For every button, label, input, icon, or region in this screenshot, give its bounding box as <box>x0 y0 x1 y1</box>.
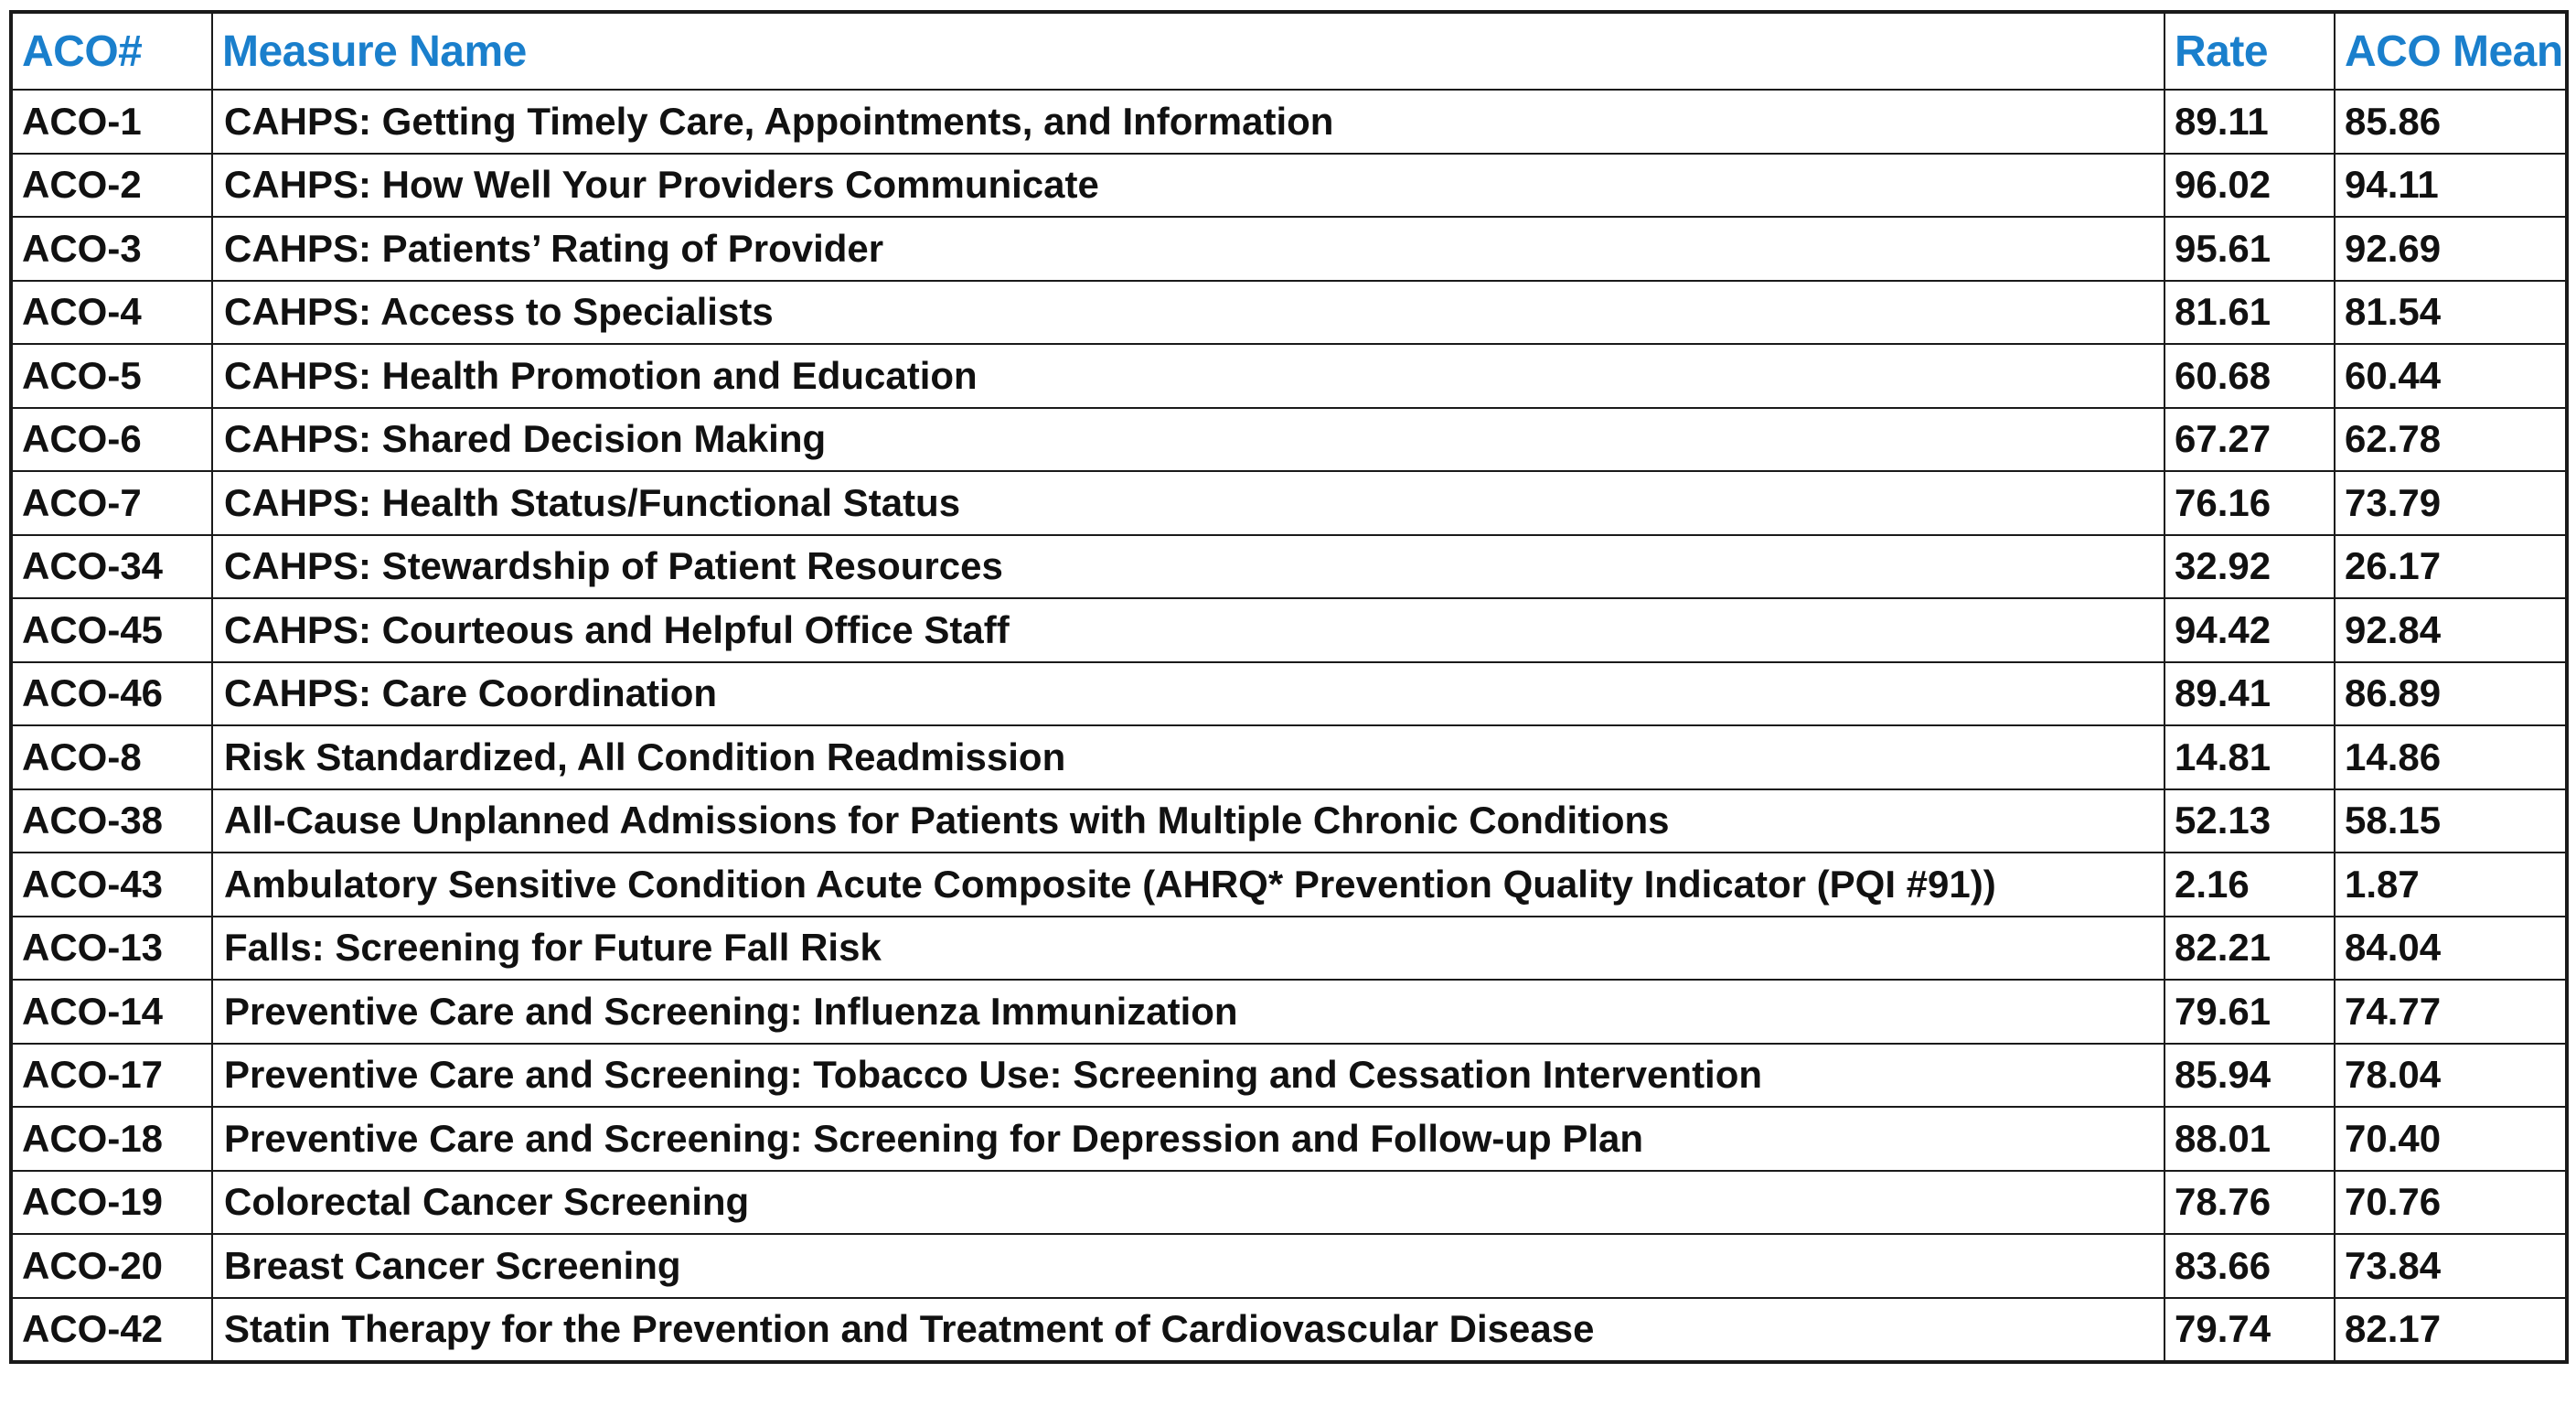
cell-measure-name: Preventive Care and Screening: Influenza Immunization <box>212 980 2164 1044</box>
cell-aco-mean: 85.86 <box>2335 90 2567 154</box>
table-row <box>11 154 2567 218</box>
table-row <box>11 535 2567 599</box>
cell-aco-id: ACO-13 <box>11 917 212 981</box>
cell-measure-name: CAHPS: Getting Timely Care, Appointments, and Information <box>212 90 2164 154</box>
table-body <box>11 90 2567 1362</box>
table-row <box>11 1107 2567 1171</box>
cell-rate: 67.27 <box>2164 408 2335 472</box>
cell-measure-name: CAHPS: Access to Specialists <box>212 281 2164 345</box>
cell-rate: 79.61 <box>2164 980 2335 1044</box>
cell-aco-mean: 92.84 <box>2335 598 2567 662</box>
table-row <box>11 725 2567 789</box>
cell-aco-id: ACO-42 <box>11 1298 212 1363</box>
cell-aco-id: ACO-34 <box>11 535 212 599</box>
cell-rate: 2.16 <box>2164 853 2335 917</box>
cell-rate: 52.13 <box>2164 789 2335 853</box>
cell-aco-mean: 58.15 <box>2335 789 2567 853</box>
table-row <box>11 408 2567 472</box>
table-row <box>11 662 2567 726</box>
table-row <box>11 980 2567 1044</box>
header-aco-mean: ACO Mean <box>2335 12 2567 90</box>
cell-aco-mean: 26.17 <box>2335 535 2567 599</box>
cell-rate: 85.94 <box>2164 1044 2335 1108</box>
cell-rate: 14.81 <box>2164 725 2335 789</box>
cell-aco-mean: 73.79 <box>2335 471 2567 535</box>
table-row <box>11 789 2567 853</box>
cell-rate: 79.74 <box>2164 1298 2335 1363</box>
table-row <box>11 1298 2567 1363</box>
cell-aco-id: ACO-43 <box>11 853 212 917</box>
cell-measure-name: CAHPS: How Well Your Providers Communicate <box>212 154 2164 218</box>
cell-aco-mean: 62.78 <box>2335 408 2567 472</box>
cell-aco-mean: 60.44 <box>2335 344 2567 408</box>
header-aco-id: ACO# <box>11 12 212 90</box>
cell-rate: 32.92 <box>2164 535 2335 599</box>
cell-aco-mean: 82.17 <box>2335 1298 2567 1363</box>
table-row <box>11 853 2567 917</box>
cell-aco-id: ACO-45 <box>11 598 212 662</box>
cell-measure-name: CAHPS: Health Promotion and Education <box>212 344 2164 408</box>
table-row <box>11 917 2567 981</box>
cell-rate: 78.76 <box>2164 1171 2335 1235</box>
cell-aco-id: ACO-2 <box>11 154 212 218</box>
table-row <box>11 217 2567 281</box>
cell-aco-id: ACO-38 <box>11 789 212 853</box>
table-row <box>11 1234 2567 1298</box>
cell-measure-name: Ambulatory Sensitive Condition Acute Composite (AHRQ* Prevention Quality Indicator (PQI #91)) <box>212 853 2164 917</box>
cell-measure-name: Breast Cancer Screening <box>212 1234 2164 1298</box>
cell-measure-name: All-Cause Unplanned Admissions for Patients with Multiple Chronic Conditions <box>212 789 2164 853</box>
cell-aco-id: ACO-6 <box>11 408 212 472</box>
cell-measure-name: CAHPS: Health Status/Functional Status <box>212 471 2164 535</box>
cell-rate: 82.21 <box>2164 917 2335 981</box>
cell-rate: 89.41 <box>2164 662 2335 726</box>
cell-rate: 95.61 <box>2164 217 2335 281</box>
cell-aco-id: ACO-19 <box>11 1171 212 1235</box>
table-row <box>11 598 2567 662</box>
cell-measure-name: CAHPS: Courteous and Helpful Office Staff <box>212 598 2164 662</box>
table-row <box>11 1044 2567 1108</box>
cell-aco-id: ACO-3 <box>11 217 212 281</box>
cell-rate: 60.68 <box>2164 344 2335 408</box>
cell-measure-name: Falls: Screening for Future Fall Risk <box>212 917 2164 981</box>
table-header-row <box>11 12 2567 90</box>
cell-aco-id: ACO-17 <box>11 1044 212 1108</box>
cell-measure-name: CAHPS: Stewardship of Patient Resources <box>212 535 2164 599</box>
cell-aco-id: ACO-46 <box>11 662 212 726</box>
table-row <box>11 1171 2567 1235</box>
header-measure-name: Measure Name <box>212 12 2164 90</box>
table-row <box>11 471 2567 535</box>
cell-rate: 96.02 <box>2164 154 2335 218</box>
cell-measure-name: Preventive Care and Screening: Screening for Depression and Follow-up Plan <box>212 1107 2164 1171</box>
table-row <box>11 281 2567 345</box>
cell-rate: 88.01 <box>2164 1107 2335 1171</box>
cell-rate: 81.61 <box>2164 281 2335 345</box>
cell-aco-id: ACO-18 <box>11 1107 212 1171</box>
cell-aco-id: ACO-7 <box>11 471 212 535</box>
cell-measure-name: Risk Standardized, All Condition Readmission <box>212 725 2164 789</box>
cell-measure-name: CAHPS: Care Coordination <box>212 662 2164 726</box>
cell-rate: 94.42 <box>2164 598 2335 662</box>
cell-aco-mean: 74.77 <box>2335 980 2567 1044</box>
cell-aco-mean: 94.11 <box>2335 154 2567 218</box>
cell-aco-id: ACO-5 <box>11 344 212 408</box>
cell-measure-name: CAHPS: Patients’ Rating of Provider <box>212 217 2164 281</box>
cell-aco-id: ACO-1 <box>11 90 212 154</box>
cell-measure-name: Colorectal Cancer Screening <box>212 1171 2164 1235</box>
cell-aco-mean: 84.04 <box>2335 917 2567 981</box>
cell-measure-name: Preventive Care and Screening: Tobacco Use: Screening and Cessation Intervention <box>212 1044 2164 1108</box>
cell-aco-mean: 81.54 <box>2335 281 2567 345</box>
cell-rate: 83.66 <box>2164 1234 2335 1298</box>
cell-aco-id: ACO-14 <box>11 980 212 1044</box>
cell-aco-mean: 14.86 <box>2335 725 2567 789</box>
cell-aco-mean: 92.69 <box>2335 217 2567 281</box>
table-row <box>11 90 2567 154</box>
cell-aco-mean: 70.76 <box>2335 1171 2567 1235</box>
cell-rate: 76.16 <box>2164 471 2335 535</box>
cell-aco-id: ACO-20 <box>11 1234 212 1298</box>
measures-table-container <box>9 10 2565 1364</box>
cell-measure-name: CAHPS: Shared Decision Making <box>212 408 2164 472</box>
cell-rate: 89.11 <box>2164 90 2335 154</box>
header-rate: Rate <box>2164 12 2335 90</box>
cell-aco-mean: 73.84 <box>2335 1234 2567 1298</box>
cell-aco-id: ACO-8 <box>11 725 212 789</box>
cell-aco-mean: 70.40 <box>2335 1107 2567 1171</box>
table-row <box>11 344 2567 408</box>
cell-aco-mean: 78.04 <box>2335 1044 2567 1108</box>
cell-aco-mean: 86.89 <box>2335 662 2567 726</box>
cell-aco-id: ACO-4 <box>11 281 212 345</box>
cell-measure-name: Statin Therapy for the Prevention and Treatment of Cardiovascular Disease <box>212 1298 2164 1363</box>
aco-measures-table <box>9 10 2569 1364</box>
cell-aco-mean: 1.87 <box>2335 853 2567 917</box>
